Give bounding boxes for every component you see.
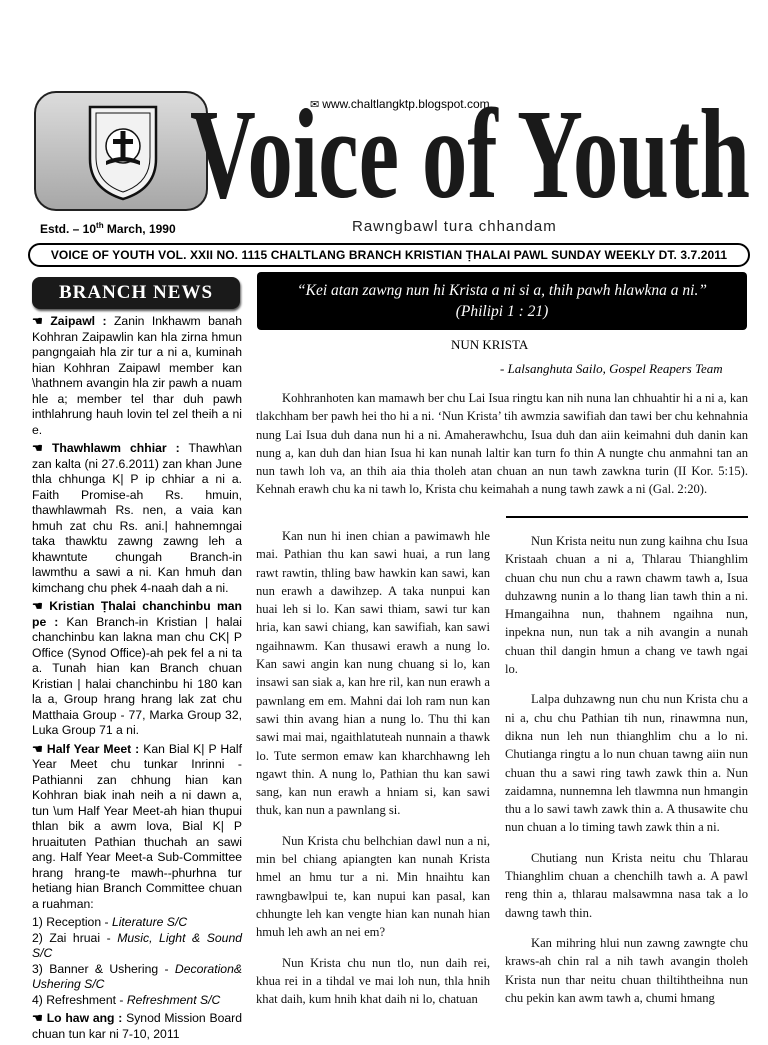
paragraph: Chutiang nun Krista neitu chu Thlarau Thianghlim chuan a chenchilh tawh a. A pawl reng thin a, thlarau malsawmna nasa tak a lo dawng tawh thin.: [505, 850, 748, 920]
news-item: ☚ Half Year Meet : Kan Bial K| P Half Year Meet chu tunkar Inrinni - Pathianni zan chhung hian kan Kohhran biak inah neih a ni dawn a, tun \um Half Year Meet-ah hian thupui thlan bik a awm lova, Bial K| P hruaituten Pathian thuchah an sawi ang. Half Year Meet-a Sub-Committee hrang hrang-te mawh--phurhna tur hetiang hian Branch Committee chuan a ruahman:: [32, 742, 242, 913]
article-byline: - Lalsanghuta Sailo, Gospel Reapers Team: [500, 361, 723, 376]
committee-list: [32, 915, 242, 1008]
article-title: NUN KRISTA: [451, 337, 529, 352]
article-intro: Kohhranhoten kan mamawh ber chu Lai Isua ringtu kan nih nuna lan chhuahtir hi a ni a, kan tlakchham ber pawh hei tho hi a ni. ‘Nun Krista’ tih awmzia sawifiah dan tawi ber chu kehnahnia nung Lai Isua duh dana nun hi a ni. Amaherawhchu, Isua duh dan aiin keimahni duh danin kan nung a, kan duh dan hian Isua hi kan nunah laltir kan turn fo thin A nungte chu anmahni tan an nun tawh loh va, an thih aia thia tholeh atan chuan an nun tawh zawkna turin (II Kor. 5:15). Kehnah erawh chu ka ni tawh lo, Krista chu keimahah a nung tawh zawk a ni (Gal. 2:20).: [256, 391, 748, 497]
quote-reference: (Philipi 1 : 21): [455, 303, 549, 320]
branch-logo: [34, 91, 208, 211]
paragraph: Lalpa duhzawng nun chu nun Krista chu a ni a, chu chu Pathian tih nun, rinawmna nun, dikna nun leh nun thianghlim chu a lo ni. Chutianga ringtu a lo nun chuan tawng aiin nun chuan thu a sawi ring tawh zawk thin a. Nun zaidamna, nunnemna leh tlawmna nun hmangin thu a lo sawi tawh zawk thin a. A thusawite chu nun chuan a lo timing tawh zawk thin a ni.: [505, 692, 748, 835]
website-url: ✉ www.chaltlangktp.blogspot.com: [310, 97, 490, 111]
news-item: ☚ Lo haw ang : Synod Mission Board chuan tun kar ni 7-10, 2011: [32, 1011, 242, 1042]
tagline: Rawngbawl tura chhandam: [352, 218, 557, 235]
issue-banner: VOICE OF YOUTH VOL. XXII NO. 1115 CHALTLANG BRANCH KRISTIAN ṬHALAI PAWL SUNDAY WEEKLY DT. 3.7.2011: [28, 243, 750, 267]
branch-news-column: [32, 314, 242, 1045]
article-column-middle: [256, 527, 490, 1020]
committee-item: 2) Zai hruai - Music, Light & Sound S/C: [32, 930, 242, 960]
scripture-quote: [257, 272, 747, 330]
committee-item: 4) Refreshment - Refreshment S/C: [32, 992, 221, 1007]
established-date: Estd. – 10th March, 1990: [40, 221, 176, 236]
paragraph: Kan nun hi inen chian a pawimawh hle mai. Pathian thu kan sawi huai, a run lang rawt rawtin, thling baw hawkin kan sawi, kan nun erawh a dawihzep. A taka nunpui kan huai leh si lo. Kan sawi thiam, sawi tur kan hria, kan sawi chiang, kan sawifiah, kan sawi ngaihnawm. Kan thusawi erawh a nung lo. Kan sawi angin kan nung chuang si lo, kan insawi san siak a, kan hre ril, kan nun erawh a pawnlang em em. Mahni dai loh ram nun kan sawi thin avang hian a nung lo. Thu thi kan sawi mai mai, ngaithlatuteah nunnain a thawk lo. Tute sermon emaw kan kharchhawng leh ngawt thin. A nung lo, Pathian thu kan sawi sang, kan nun erawh a hniam si, kan sawi thuk, kan nun a pawnlang si.: [256, 529, 490, 818]
paragraph: Kan mihring hlui nun zawng zawngte chu kraws-ah chin ral a nih tawh avangin tholeh Krista nun thar neitu chuan thiltihtheihna nun chu pekin kan awm tawh a, chumi hmang: [505, 935, 748, 1005]
news-item: ☚ Thawhlawm chhiar : Thawh\an zan kalta (ni 27.6.2011) zan khan June thla chhunga K| P ip chhiar a ni a. Faith Promise-ah Rs. hmuin, thawhlawmah Rs. nen, a vaia kan hmuh zat chu Rs. ani.| hahnemngai taka thawktu zawng zawng leh a khawntute chungah Branch-in lawmthu a sawi a ni. Kan hmuh dan kimchang chu phek 4-naah dah a ni.: [32, 441, 242, 596]
paragraph: Nun Krista chu belhchian dawl nun a ni, min bel chiang apiangten kan nunah Krista hmel an hmu tur a ni. Min hnaihtu kan rawngbawlpui te, kan nupui kan pasal, kan chhungte leh kan vengte hian kan nunah hian hmuh leh awh an nei em?: [256, 833, 490, 940]
column-divider: [506, 516, 748, 518]
article-column-right: [505, 532, 748, 1019]
branch-news-heading: BRANCH NEWS: [32, 277, 240, 309]
paragraph: Nun Krista chu nun tlo, nun daih rei, khua rei in a tihdal ve mai loh nun, thla hnih khat daih, kum hnih khat daih ni lo, chatuan: [256, 955, 490, 1007]
committee-item: 3) Banner & Ushering - Decoration& Ushering S/C: [32, 961, 242, 991]
masthead-title-text: Voice of Youth: [190, 93, 750, 203]
masthead-title: [188, 93, 753, 203]
news-item: ☚ Kristian Ṭhalai chanchinbu man pe : Kan Branch-in Kristian | halai chanchinbu kan lakna man chu CK| P Office (Synod Office)-ah pek fel a ni ta a. Tunah hian kan Branch chuan Kristian | halai chanchinbu hi 180 kan la a, Group hrang hrang lak zat chu Matthaia Group - 77, Marka Group 32, Luka Group 71 a ni.: [32, 599, 242, 739]
shield-emblem-icon: [86, 101, 160, 201]
quote-text: “Kei atan zawng nun hi Krista a ni si a, thih pawh hlawkna a ni.”: [297, 282, 707, 299]
paragraph: Nun Krista neitu nun zung kaihna chu Isua Kristaah chuan a ni a, Thlarau Thianghlim chuan chu nun chu a rawn chawm tawh a, Isua duhzawng nunin a lo thang lian tawh thin a ni. Hmangaihna nun, thahnem ngaihna nun, inpekna nun, nun tak a nih avangin a nunah chuan thil dangin hmun a chang ve tawh ngai lo.: [505, 534, 748, 677]
committee-item: 1) Reception - Literature S/C: [32, 915, 188, 929]
news-item: ☚ Zaipawl : Zanin Inkhawm banah Kohhran Zaipawlin kan hla zirna hmun pangngaiah hla zir tur a ni a, kuminah hian Kohhran Zaipawl member kan \hathnem avangin hla zir pawh a nuam hle a; member tel thar duh pawh inthlahrung hauh lovin tel zel theih a ni e.: [32, 314, 242, 438]
